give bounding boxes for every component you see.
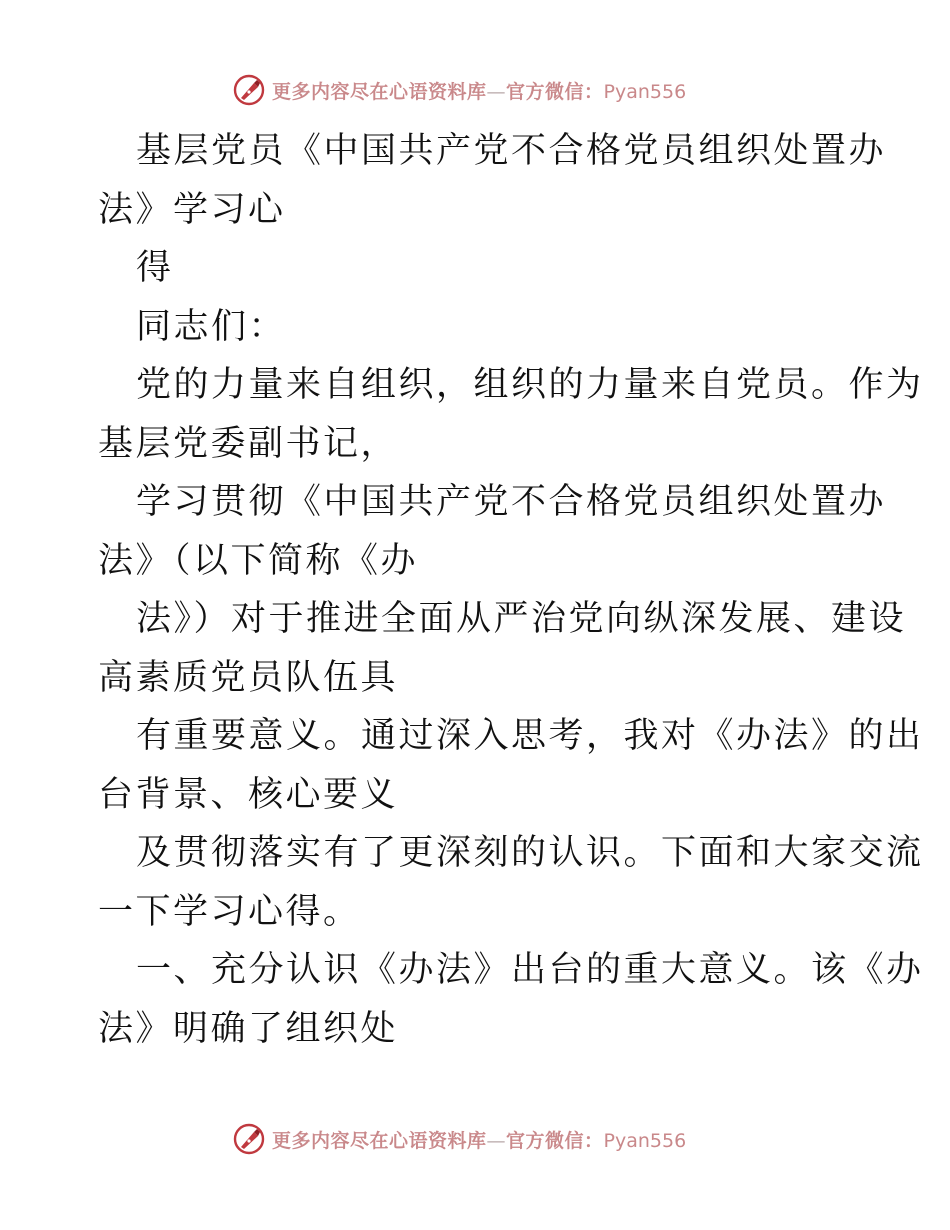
footer-wechat-label: 官方微信： <box>506 1129 604 1152</box>
doc-line: 学习贯彻《中国共产党不合格党员组织处置办 <box>136 482 887 522</box>
header-watermark-banner <box>232 72 686 108</box>
footer-wechat-id: Pyan556 <box>603 1129 687 1152</box>
doc-line: 及贯彻落实有了更深刻的认识。下面和大家交流 <box>136 833 924 873</box>
doc-line: 法》）对于推进全面从严治党向纵深发展、建设 <box>136 599 907 639</box>
doc-line: 基层党员《中国共产党不合格党员组织处置办 <box>136 131 887 171</box>
doc-line: 法》（以下简称《办 <box>98 540 419 581</box>
doc-line: 基层党委副书记， <box>98 423 399 464</box>
footer-watermark-text <box>272 1126 686 1153</box>
doc-line: 党的力量来自组织，组织的力量来自党员。作为 <box>136 365 924 405</box>
document-body <box>98 122 924 1058</box>
header-wechat-id: Pyan556 <box>603 80 687 103</box>
doc-line: 得 <box>136 248 174 288</box>
doc-line: 有重要意义。通过深入思考，我对《办法》的出 <box>136 716 924 756</box>
pen-nib-logo-icon <box>232 1122 266 1156</box>
doc-line: 法》学习心 <box>98 189 286 230</box>
footer-separator: — <box>486 1129 507 1152</box>
doc-line: 一下学习心得。 <box>98 891 361 932</box>
footer-site-name: 更多内容尽在心语资料库 <box>272 1129 487 1152</box>
doc-line: 高素质党员队伍具 <box>98 657 399 698</box>
header-site-name: 更多内容尽在心语资料库 <box>272 80 487 103</box>
header-wechat-label: 官方微信： <box>506 80 604 103</box>
doc-line: 一、充分认识《办法》出台的重大意义。该《办 <box>136 950 924 990</box>
header-watermark-text <box>272 77 686 104</box>
footer-watermark-banner <box>232 1121 686 1157</box>
doc-line: 同志们： <box>136 306 287 347</box>
header-separator: — <box>486 80 507 103</box>
pen-nib-logo-icon <box>232 73 266 107</box>
doc-line: 台背景、核心要义 <box>98 774 399 815</box>
doc-line: 法》明确了组织处 <box>98 1008 399 1049</box>
